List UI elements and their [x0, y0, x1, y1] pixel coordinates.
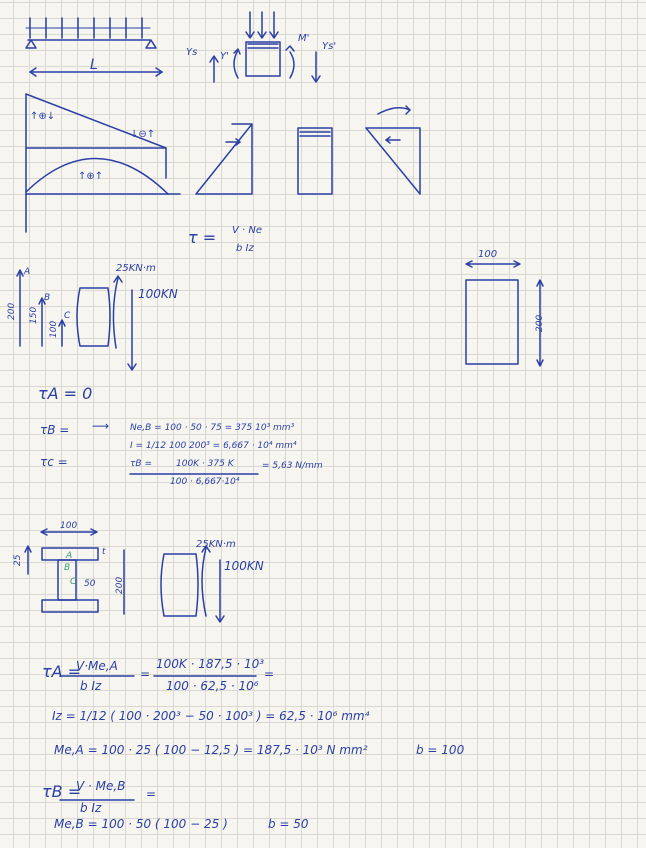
point-b: B [44, 293, 51, 303]
section2-web: 50 [84, 579, 96, 589]
section1-shear: 100KN [138, 287, 178, 301]
calc1-arrow: ⟶ [92, 419, 110, 433]
section1-sketch [17, 261, 543, 370]
section2-sketch [25, 529, 224, 622]
calc1-tau-b-lhs: τB = [130, 459, 152, 469]
tau-b-label: τB = [40, 423, 70, 437]
sign-moment: ↑⊕↑ [78, 171, 104, 182]
element-free-body [210, 12, 320, 82]
section2-label-a: A [66, 551, 73, 561]
section2-label-b: B [64, 563, 71, 573]
length-label: L [90, 57, 98, 73]
rect-height: 200 [535, 314, 545, 332]
section2-moment: 25KN·m [196, 539, 236, 550]
calc2-tau-a-num: V·Me,A [76, 659, 118, 673]
section1-moment: 25KN·m [116, 263, 156, 274]
calc2-me-b: Me,B = 100 · 50 ( 100 − 25 ) [54, 817, 228, 831]
calc2-iz: Iz = 1/12 ( 100 · 200³ − 50 · 100³ ) = 62,5 · 10⁶ mm⁴ [52, 709, 370, 723]
formula-denominator: b Iz [236, 243, 254, 254]
formula-lhs: τ = [188, 228, 217, 247]
section2-thick: 25 [13, 554, 23, 566]
calc1-tau-b-result: = 5,63 N/mm [262, 461, 323, 471]
calc2-tau-b-num: V · Me,B [76, 779, 126, 793]
calc2-rhs-num: 100K · 187,5 · 10³ [156, 657, 265, 671]
dim-b: 150 [29, 306, 39, 324]
section2-width: 100 [60, 521, 78, 531]
sign-left: ↑⊕↓ [30, 111, 56, 122]
dim-c: 100 [49, 320, 59, 338]
calc2-tau-b-eq: = [146, 787, 157, 801]
section2-label-c: C [70, 577, 77, 587]
calc2-eq: = [140, 667, 151, 681]
point-a: A [24, 267, 31, 277]
calc2-me-a: Me,A = 100 · 25 ( 100 − 12,5 ) = 187,5 · 10³ N mm² [54, 743, 368, 757]
rect-width: 100 [478, 249, 498, 260]
calc1-ne: Ne,B = 100 · 50 · 75 = 375 10³ mm³ [130, 423, 295, 433]
tau-a-zero: τA = 0 [38, 384, 93, 403]
tau-c-label: τc = [40, 455, 68, 469]
sign-right: ↓⊖↑ [130, 129, 156, 140]
calc1-tau-b-num: 100K · 375 K [176, 459, 234, 469]
section2-height: 200 [115, 576, 125, 594]
calc2-tau-a-lhs: τA = [42, 662, 82, 681]
calc1-tau-b-den: 100 · 6,667·10⁴ [170, 477, 240, 487]
point-c: C [64, 311, 71, 321]
section2-shear: 100KN [224, 559, 264, 573]
calc2-b-a: b = 100 [416, 743, 465, 757]
calc2-end: = [264, 667, 275, 681]
calc2-tau-b-lhs: τB = [42, 782, 82, 801]
section2-label-t: t [102, 547, 106, 557]
formula-numerator: V · Ne [232, 225, 263, 236]
dim-total: 200 [7, 302, 17, 320]
stress-distributions [196, 106, 420, 194]
calc2-rhs-den: 100 · 62,5 · 10⁶ [166, 679, 259, 693]
calc2-tau-a-den: b Iz [80, 679, 102, 693]
r-label: Y' [220, 51, 229, 62]
ys-label: Ys [186, 47, 198, 58]
calc1-inertia: I = 1/12 100 200³ = 6,667 · 10⁴ mm⁴ [130, 441, 297, 451]
ys2-label: Ys' [322, 41, 337, 52]
calc2-tau-b-den: b Iz [80, 801, 102, 815]
calc2-b-b: b = 50 [268, 817, 309, 831]
m-label: M' [298, 33, 310, 44]
